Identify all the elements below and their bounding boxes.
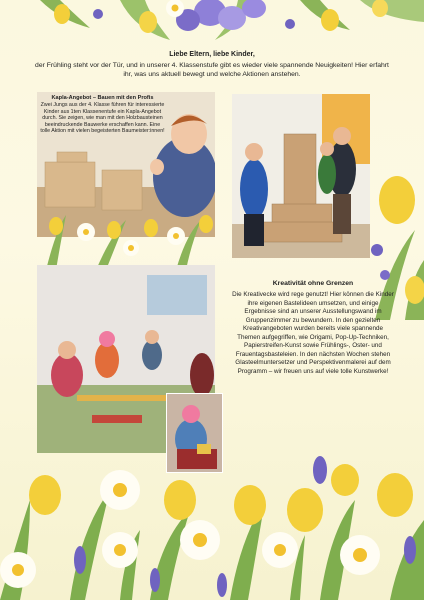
kapla-text: Zwei Jungs aus der 4. Klasse führen für interessierte Kinder aus 1ten Klassenentufe ein Kapla-Angebot durch. Sie zeigen, wie man mit den Holzbausteinen beeindruckende Bauwerke erschaffen kann. Eine tolle Aktion mit vielen begeisterten Baumeister:innen! [40, 102, 165, 135]
bottom-flower-border [0, 440, 424, 600]
intro-paragraph: der Frühling steht vor der Tür, und in unserer 4. Klassenstufe gibt es wieder viele spannende Neuigkeiten! Hier erfahrt ihr, was uns aktuell bewegt und welche Aktionen anstehen. [35, 62, 389, 79]
tulip-icon [29, 464, 413, 532]
crocus-icon [371, 244, 390, 280]
kreativ-title: Kreativität ohne Grenzen [272, 280, 354, 287]
top-flower-border [0, 0, 424, 48]
greeting-heading: Liebe Eltern, liebe Kinder, [169, 51, 255, 58]
middle-flower-band [36, 210, 221, 270]
tulip-icon [49, 215, 213, 239]
kapla-title: Kapla-Angebot – Bauen mit den Profis [51, 95, 154, 101]
kapla-tower-photo [232, 94, 370, 258]
daffodil-icon [77, 223, 185, 256]
kreativ-text: Die Kreativecke wird rege genutzt! Hier können die Kinder ihre eigenen Bastelideen umsetzen, und einige Ergebnisse sind an unserer Ausstellungswand im Gruppenzimmer zu bewundern. In den gezielten Kreativangeboten wurden bereits viele spannende Themen aufgegriffen, wie Origami, Pop-Up-Techniken, Papierstreifen-Kunst sowie Frühlings-, Oster- und Frauentagsbasteleien. In den nächsten Wochen stehen Glasteelmuntersetzer und Perspektivenmalerei auf dem Programm – wir freuen uns auf viele tolle Kunstwerke! [232, 291, 394, 375]
